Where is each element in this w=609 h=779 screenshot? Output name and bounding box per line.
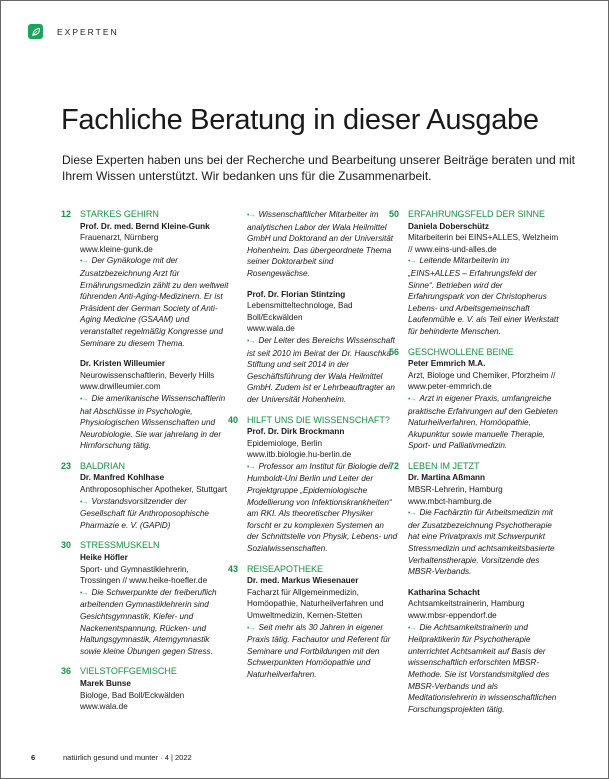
topic-page-number: 50 xyxy=(389,209,400,219)
topic-heading xyxy=(61,209,231,221)
topic-title: VIELSTOFFGEMISCHE xyxy=(80,666,177,677)
expert-entry xyxy=(389,221,559,338)
topic-block xyxy=(389,347,559,452)
arrow-icon: •→ xyxy=(247,212,255,219)
topic-page-number: 36 xyxy=(61,666,72,677)
topic-block xyxy=(61,209,231,452)
arrow-icon: •→ xyxy=(80,498,88,506)
expert-name: Prof. Dr. Dirk Brockmann xyxy=(247,427,345,437)
page-number: 6 xyxy=(31,753,36,762)
expert-description xyxy=(408,255,559,337)
expert-description-text: Wissenschaftlicher Mitarbeiter im analytischen Labor der Wala Heilmittel GmbH und Doktorand an der Universität Hohenheim. Das übergeordnete Thema seiner Doktorarbeit sind Rosengewächse. xyxy=(247,210,394,278)
arrow-icon: •→ xyxy=(80,395,88,403)
topic-block xyxy=(389,209,559,338)
topic-title: BALDRIAN xyxy=(80,460,126,471)
topic-heading xyxy=(389,209,559,221)
expert-description-text: Der Gynäkologe mit der Zusatzbezeichnung Arzt für Ernährungsmedizin zählt zu den weltweit führenden Anti-Aging-Medizinern. Er ist Präsident der German Society of Anti-Aging Medicine (GSAAM) und veranstaltet regelmäßig Kongresse und Seminare zu diesem Thema. xyxy=(80,256,229,348)
expert-role: Mitarbeiterin bei EINS+ALLES, Welzheim // www.eins-und-alles.de xyxy=(408,233,559,254)
expert-entry xyxy=(61,552,231,657)
topic-page-number: 56 xyxy=(389,346,400,357)
topic-title: STARKES GEHIRN xyxy=(80,209,159,219)
expert-description xyxy=(247,461,398,555)
topic-heading xyxy=(389,461,559,473)
page-title: Fachliche Beratung in dieser Ausgabe xyxy=(61,104,539,136)
expert-name: Prof. Dr. med. Bernd Kleine-Gunk xyxy=(80,221,210,231)
leaf-icon xyxy=(28,24,43,39)
expert-name: Peter Emmrich M.A. xyxy=(408,359,486,369)
topic-heading xyxy=(61,461,231,473)
expert-description-text: Seit mehr als 30 Jahren in eigener Praxis tätig. Fachautor und Referent für Seminare und Fortbildungen mit den Schwerpunkten Homöopathie und Naturheilverfahren. xyxy=(247,622,391,679)
column-1 xyxy=(61,209,231,722)
expert-entry xyxy=(389,358,559,452)
topic-heading xyxy=(61,540,231,552)
expert-entry xyxy=(228,209,398,280)
expert-role: MBSR-Lehrerin, Hamburg xyxy=(408,485,503,495)
topic-title: STRESSMUSKELN xyxy=(80,540,160,551)
section-label: EXPERTEN xyxy=(57,26,119,37)
expert-website: www.itb.biologie.hu-berlin.de xyxy=(247,450,352,460)
topic-title: ERFAHRUNGSFELD DER SINNE xyxy=(408,209,546,219)
expert-description-text: Vorstandsvorsitzender der Gesellschaft für Anthroposophische Pharmazie e. V. (GAPiD) xyxy=(80,496,209,530)
expert-name: Dr. Martina Aßmann xyxy=(408,473,486,483)
expert-role: Frauenarzt, Nürnberg xyxy=(80,233,159,243)
intro-text: Diese Experten haben uns bei der Recherche und Bearbeitung unserer Beiträge beraten und mit Ihrem Wissen unterstützt. Wir bedanken uns für die Zusammenarbeit. xyxy=(62,153,575,183)
topic-block xyxy=(228,415,398,555)
topic-title: HILFT UNS DIE WISSENSCHAFT? xyxy=(247,414,390,425)
topic-title: LEBEN IM JETZT xyxy=(408,460,480,471)
section-header xyxy=(28,24,119,39)
expert-description xyxy=(408,507,559,578)
expert-name: Dr. Kristen Willeumier xyxy=(80,359,166,369)
expert-role: Biologe, Bad Boll/Eckwälden xyxy=(80,690,185,700)
arrow-icon: •→ xyxy=(247,463,255,471)
expert-website: www.wala.de xyxy=(80,702,128,712)
topic-block xyxy=(228,564,398,681)
topic-page-number: 23 xyxy=(61,460,72,471)
expert-description xyxy=(247,209,398,280)
expert-entry xyxy=(228,575,398,680)
topic-block xyxy=(61,461,231,532)
expert-website: www.mbct-hamburg.de xyxy=(408,496,492,506)
expert-entry xyxy=(228,426,398,555)
arrow-icon: •→ xyxy=(408,624,416,632)
arrow-icon: •→ xyxy=(408,395,416,403)
expert-role: Lebensmitteltechnologe, Bad Boll/Eckwälden xyxy=(247,301,353,322)
expert-role: Anthroposophischer Apotheker, Stuttgart xyxy=(80,485,228,495)
arrow-icon: •→ xyxy=(247,624,255,632)
expert-description xyxy=(80,496,231,532)
topic-title: REISEAPOTHEKE xyxy=(247,563,324,574)
expert-entry xyxy=(61,221,231,350)
expert-entry xyxy=(61,472,231,531)
expert-name: Heike Höfler xyxy=(80,553,128,563)
expert-description-text: Die Schwerpunkte der freiberuflich arbeitenden Gymnastiklehrerin sind Gesichtsgymnastik, Kiefer- und Nackenentspannung, Rücken- und Haltungsgymnastik, Atemgymnastik sowie kleine Übungen gegen Stress. xyxy=(80,587,217,656)
expert-name: Marek Bunse xyxy=(80,678,131,688)
topic-block xyxy=(61,666,231,712)
arrow-icon: •→ xyxy=(247,337,255,345)
arrow-icon: •→ xyxy=(408,258,416,266)
expert-description xyxy=(408,622,559,716)
topic-block xyxy=(389,461,559,715)
expert-name: Prof. Dr. Florian Stintzing xyxy=(247,289,346,299)
expert-description-text: Der Leiter des Bereichs Wissenschaft ist seit 2010 im Beirat der Dr. Hauschka Stiftung und seit 2014 in der Geschäftsführung der Wala Heilmittel GmbH. Zudem ist er Lehrbeauftragter an der Universität Hohenheim. xyxy=(247,335,395,404)
topic-page-number: 40 xyxy=(228,414,239,425)
expert-website: www.kleine-gunk.de xyxy=(80,244,153,254)
expert-website: www.wala.de xyxy=(247,324,295,334)
expert-description-text: Die amerikanische Wissenschaftlerin hat Abschlüsse in Psychologie, Physiologischen Wissenschaften und Neurobiologie. Sie war jahrelang in der Hirnforschung tätig. xyxy=(80,393,226,451)
expert-entry xyxy=(61,678,231,713)
expert-entry xyxy=(61,358,231,452)
magazine-issue: natürlich gesund und munter · 4 | 2022 xyxy=(63,753,192,762)
expert-website: www.drwilleumier.com xyxy=(80,382,161,392)
expert-role: Facharzt für Allgemeinmedizin, Homöopathie, Naturheilverfahren und Umweltmedizin, Kernen-Stetten xyxy=(247,587,384,620)
expert-name: Daniela Doberschütz xyxy=(408,221,489,231)
topic-block xyxy=(228,209,398,406)
topic-page-number: 72 xyxy=(389,460,400,471)
expert-description-text: Leitende Mitarbeiterin im „EINS+ALLES – Erfahrungsfeld der Sinne“. Betrieben wird der Erfahrungspark von der Christopherus Lebens- und Arbeitsgemeinschaft Laufenmühle e. V. als Teil einer Werkstatt für behinderte Menschen. xyxy=(408,256,559,336)
expert-description xyxy=(80,255,231,349)
expert-description xyxy=(80,587,231,658)
expert-entry xyxy=(389,472,559,577)
column-2 xyxy=(228,209,398,690)
topic-title: GESCHWOLLENE BEINE xyxy=(408,346,514,357)
expert-entry xyxy=(389,587,559,716)
column-3 xyxy=(389,209,559,724)
expert-description-text: Die Achtsamkeitstrainerin und Heilpraktikerin für Psychotherapie unterrichtet Achtsamkeit auf Basis der wissenschaftlich erforschten MBSR-Methode. Sie ist Vorstandsmitglied des MBSR-Verbands und als Meditationslehrerin in wissenschaftlichen Forschungsprojekten tätig. xyxy=(408,622,557,714)
topic-page-number: 43 xyxy=(228,563,239,574)
expert-description xyxy=(247,622,398,681)
expert-description xyxy=(247,335,398,406)
expert-role: Neurowissenschaftlerin, Beverly Hills xyxy=(80,370,215,380)
expert-description-text: Professor am Institut für Biologie der Humboldt-Uni Berlin und Leiter der Projektgruppe „Epidemiologische Modellierung von Infektionskrankheiten“ am RKI. Als theoretischer Physiker forscht er zu komplexen Systemen an der Schnittstelle von Physik, Lebens- und Sozialwissenschaften. xyxy=(247,461,398,554)
expert-name: Katharina Schacht xyxy=(408,587,480,597)
topic-page-number: 12 xyxy=(61,209,72,219)
expert-name: Dr. med. Markus Wiesenauer xyxy=(247,576,359,586)
expert-role: Epidemiologe, Berlin xyxy=(247,438,323,448)
expert-description-text: Arzt in eigener Praxis, umfangreiche praktische Erfahrungen auf den Gebieten Naturheilverfahren, Homöopathie, Akupunktur sowie manuelle Therapie, Sport- und Palliativmedizin. xyxy=(408,393,558,451)
expert-name: Dr. Manfred Kohlhase xyxy=(80,473,165,483)
topic-heading xyxy=(228,415,398,427)
expert-description xyxy=(408,393,559,452)
expert-description-text: Die Fachärztin für Arbeitsmedizin mit der Zusatzbezeichnung Psychotherapie hat eine Privatpraxis mit Schwerpunkt Stressmedizin und achtsamkeitsbasierte Verhaltenstherapie. Vorsitzende des MBSR-Verbands. xyxy=(408,508,555,577)
topic-heading xyxy=(389,347,559,359)
topic-heading xyxy=(61,666,231,678)
expert-description xyxy=(80,393,231,452)
arrow-icon: •→ xyxy=(408,510,416,518)
page-footer xyxy=(31,753,192,762)
topic-page-number: 30 xyxy=(61,540,72,551)
arrow-icon: •→ xyxy=(80,258,88,266)
topic-block xyxy=(61,540,231,657)
expert-role: Sport- und Gymnastiklehrerin, Trossingen // www.heike-hoefler.de xyxy=(80,564,208,586)
expert-role: Arzt, Biologe und Chemiker, Pforzheim // www.peter-emmrich.de xyxy=(408,370,556,392)
expert-website: www.mbsr-eppendorf.de xyxy=(408,611,497,620)
expert-role: Achtsamkeitstrainerin, Hamburg xyxy=(408,599,525,609)
topic-heading xyxy=(228,564,398,576)
expert-entry xyxy=(228,289,398,406)
arrow-icon: •→ xyxy=(80,589,88,597)
